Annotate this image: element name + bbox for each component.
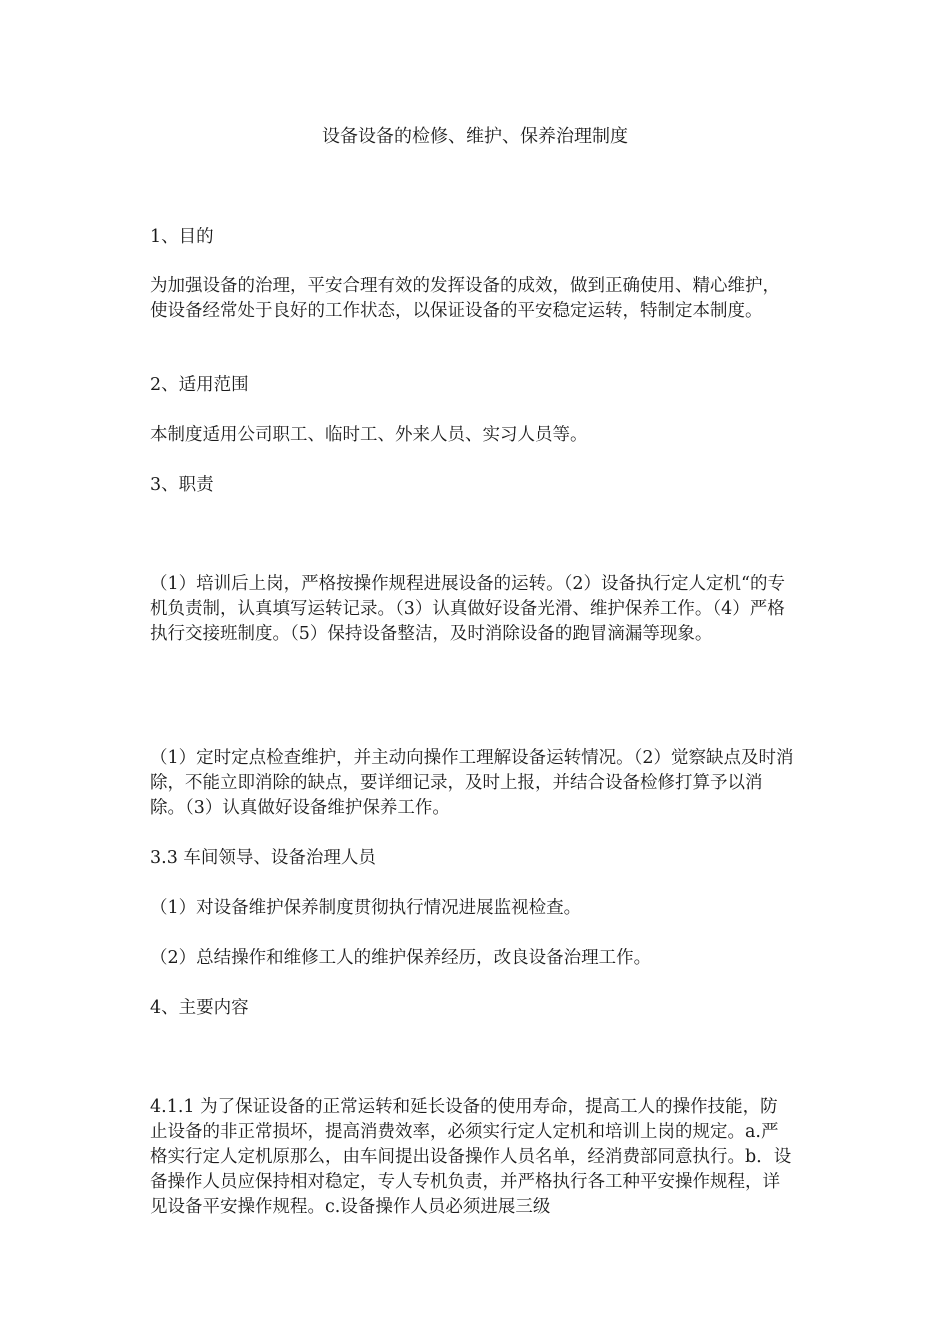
heading-responsibilities: 3、职责 [150, 475, 214, 495]
paragraph-supervision: （1）对设备维护保养制度贯彻执行情况进展监视检查。 [150, 898, 582, 918]
heading-main-content: 4、主要内容 [150, 998, 249, 1018]
document-title: 设备设备的检修、维护、保养治理制度 [322, 126, 628, 147]
paragraph-maintenance-duties: （1）定时定点检查维护，并主动向操作工理解设备运转情况。（2）觉察缺点及时消除，不能立即消除的缺点，要详细记录，及时上报，并结合设备检修打算予以消除。（3）认真做好设备维护保养工作。 [150, 748, 794, 818]
heading-purpose: 1、目的 [150, 227, 214, 247]
heading-section-3-3: 3.3 车间领导、设备治理人员 [150, 848, 376, 868]
paragraph-operator-duties: （1）培训后上岗，严格按操作规程进展设备的运转。（2）设备执行定人定机“的专机负责制，认真填写运转记录。（3）认真做好设备光滑、维护保养工作。（4）严格执行交接班制度。（5）保持设备整洁，及时消除设备的跑冒滴漏等现象。 [150, 574, 785, 644]
paragraph-improvement: （2）总结操作和维修工人的维护保养经历，改良设备治理工作。 [150, 948, 652, 968]
paragraph-purpose: 为加强设备的治理，平安合理有效的发挥设备的成效，做到正确使用、精心维护，使设备经常处于良好的工作状态，以保证设备的平安稳定运转，特制定本制度。 [150, 276, 780, 321]
paragraph-section-4-1-1: 4.1.1 为了保证设备的正常运转和延长设备的使用寿命，提高工人的操作技能，防止设备的非正常损坏，提高消费效率，必须实行定人定机和培训上岗的规定。a.严格实行定人定机原那么，由车间提出设备操作人员名单，经消费部同意执行。b．设备操作人员应保持相对稳定，专人专机负责，并严格执行各工种平安操作规程，详见设备平安操作规程。c.设备操作人员必须进展三级 [150, 1097, 792, 1217]
paragraph-scope: 本制度适用公司职工、临时工、外来人员、实习人员等。 [150, 425, 588, 445]
heading-scope: 2、适用范围 [150, 375, 249, 395]
